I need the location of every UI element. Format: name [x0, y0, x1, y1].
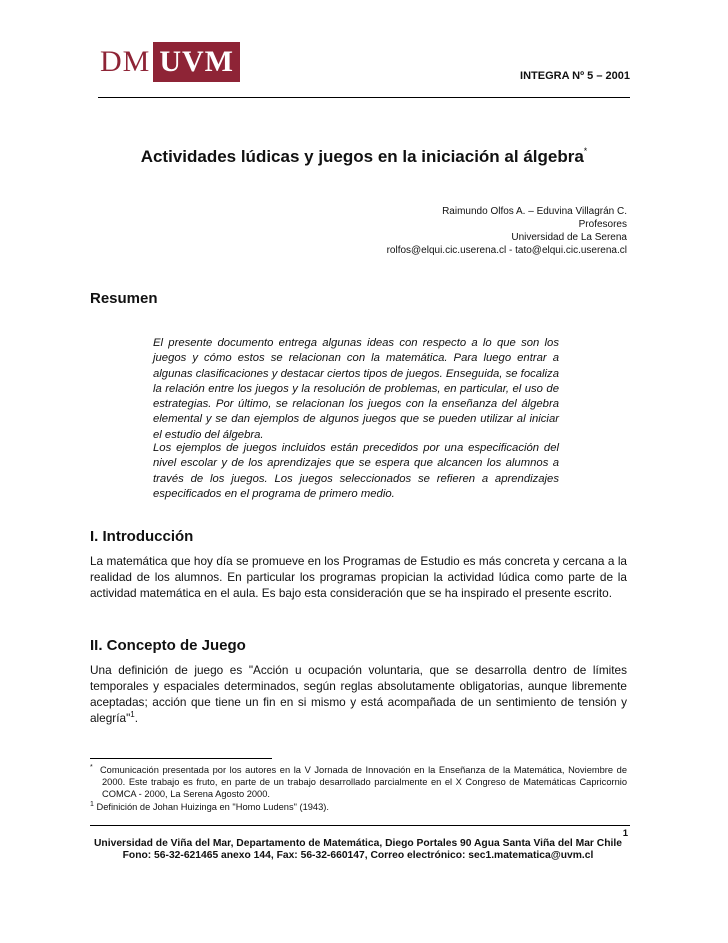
paper-title — [100, 146, 628, 167]
footnote-rule — [90, 758, 272, 759]
header-rule — [98, 97, 630, 98]
footnote-star-marker: * — [90, 764, 93, 771]
logo-dm-text: DM — [100, 45, 151, 78]
concepto-paragraph — [90, 662, 627, 726]
footer-address — [88, 838, 628, 862]
paper-title-text: Actividades lúdicas y juegos en la iniciación al álgebra — [140, 147, 584, 166]
footer-line-2: Fono: 56-32-621465 anexo 144, Fax: 56-32-660147, Correo electrónico: sec1.matematica@uvm.cl — [122, 850, 594, 861]
footer-rule — [90, 825, 630, 826]
footnote-ref-1[interactable]: 1 — [130, 710, 135, 719]
abstract-paragraph-1: El presente documento entrega algunas ideas con respecto a lo que son los juegos y cómo estos se relacionan con la matemática. Para luego entrar a algunas clasificaciones y destacar ciertos tipos de juegos. Enseguida, se focaliza la relación entre los juegos y la resolución de problemas, en particular, el uso de estrategias. Por último, se relacionan los juegos con la enseñanza del álgebra elemental y se dan ejemplos de algunos juegos que se pueden utilizar al iniciar el estudio del álgebra. — [153, 337, 559, 441]
logo-uvm-text: UVM — [153, 42, 240, 82]
title-footnote-marker: * — [583, 146, 588, 156]
resumen-heading: Resumen — [90, 290, 158, 307]
footnote-1-marker: 1 — [90, 801, 94, 808]
page-number: 1 — [622, 828, 628, 839]
author-institution: Universidad de La Serena — [511, 232, 627, 243]
footnote-star-text: Comunicación presentada por los autores en la V Jornada de Innovación en la Enseñanza de la Matemática, Noviembre de 2000. Este trabajo es fruto, en parte de un trabajo desarrollado parcialmente en el X Congreso de Matemáticas Capricornio COMCA - 2000, La Serena Agosto 2000. — [99, 765, 627, 799]
author-emails: rolfos@elqui.cic.userena.cl - tato@elqui.cic.userena.cl — [386, 245, 627, 256]
footnote-1-text: Definición de Johan Huizinga en "Homo Ludens" (1943). — [96, 802, 329, 812]
footnotes — [90, 764, 627, 814]
author-role: Profesores — [578, 219, 627, 230]
concepto-heading: II. Concepto de Juego — [90, 637, 246, 654]
abstract-paragraph-2: Los ejemplos de juegos incluidos están precedidos por una especificación del nivel escolar y de los aprendizajes que se espera que alcancen los alumnos a través de los juegos. Los juegos seleccionados se refieren a aprendizajes especificados en el programa de primero medio. — [153, 442, 559, 500]
footer-line-1: Universidad de Viña del Mar, Departamento de Matemática, Diego Portales 90 Agua Santa Viña del Mar Chile — [94, 838, 622, 849]
intro-heading: I. Introducción — [90, 528, 194, 545]
author-block — [387, 205, 627, 257]
footnote-1 — [90, 801, 627, 813]
author-names: Raimundo Olfos A. – Eduvina Villagrán C. — [442, 206, 627, 217]
concepto-end: . — [134, 711, 138, 725]
dm-uvm-logo — [100, 42, 240, 82]
concepto-text: Una definición de juego es "Acción u ocupación voluntaria, que se desarrolla dentro de límites temporales y espaciales determinados, según reglas absolutamente obligatorias, aunque libremente aceptadas; acción que tiene un fin en si mismo y está acompañada de un sentimiento de tensión y alegría" — [90, 663, 627, 725]
issue-label: INTEGRA Nº 5 – 2001 — [520, 70, 630, 82]
intro-paragraph: La matemática que hoy día se promueve en los Programas de Estudio es más concreta y cercana a la realidad de los alumnos. En particular los programas propician la actividad lúdica como parte de la actividad matemática en el aula. Es bajo esta consideración que se ha inspirado el presente escrito. — [90, 554, 627, 600]
footnote-star — [90, 764, 627, 800]
